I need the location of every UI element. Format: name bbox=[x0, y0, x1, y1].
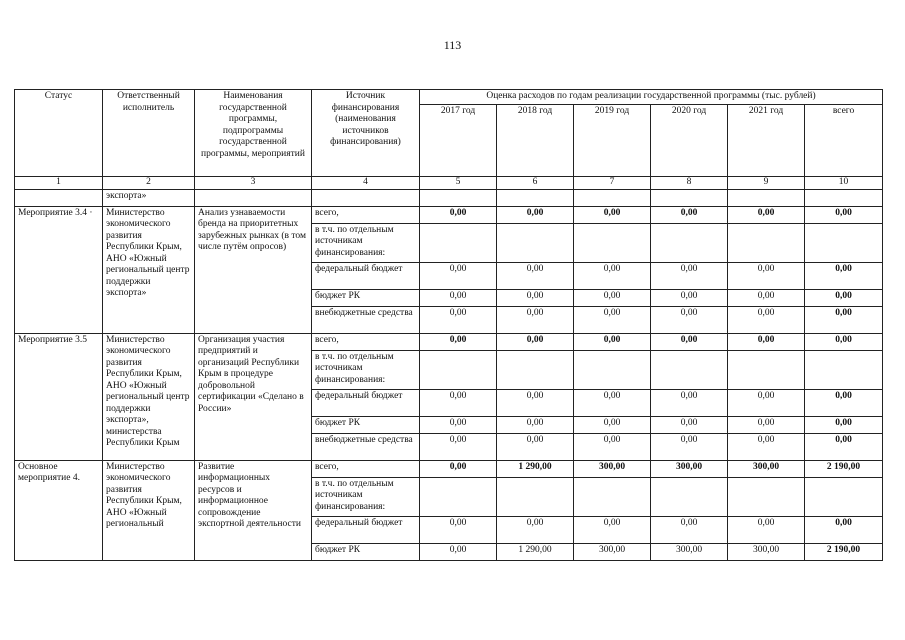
table-row bbox=[15, 333, 883, 350]
year-value-cell: 0,00 bbox=[420, 389, 497, 416]
year-value-cell bbox=[651, 350, 728, 389]
total-value-cell: 0,00 bbox=[805, 289, 883, 306]
year-value-cell bbox=[574, 477, 651, 516]
header-year-2020: 2020 год bbox=[651, 105, 728, 177]
source-cell: федеральный бюджет bbox=[312, 516, 420, 543]
total-value-cell: 0,00 bbox=[805, 416, 883, 433]
source-cell: бюджет РК bbox=[312, 416, 420, 433]
empty-cell bbox=[195, 189, 312, 206]
year-value-cell: 0,00 bbox=[497, 516, 574, 543]
header-total: всего bbox=[805, 105, 883, 177]
year-value-cell bbox=[574, 350, 651, 389]
year-value-cell: 0,00 bbox=[420, 516, 497, 543]
total-value-cell: 0,00 bbox=[805, 262, 883, 289]
year-value-cell: 0,00 bbox=[497, 206, 574, 223]
year-value-cell: 0,00 bbox=[728, 516, 805, 543]
index-cell: 8 bbox=[651, 177, 728, 190]
total-value-cell: 0,00 bbox=[805, 516, 883, 543]
header-year-2019: 2019 год bbox=[574, 105, 651, 177]
total-value-cell bbox=[805, 477, 883, 516]
header-year-2021: 2021 год bbox=[728, 105, 805, 177]
year-value-cell: 0,00 bbox=[574, 433, 651, 460]
total-value-cell bbox=[805, 223, 883, 262]
index-cell: 7 bbox=[574, 177, 651, 190]
header-executor: Ответственный исполнитель bbox=[103, 90, 195, 177]
index-cell: 9 bbox=[728, 177, 805, 190]
total-value-cell: 0,00 bbox=[805, 333, 883, 350]
total-value-cell: 0,00 bbox=[805, 433, 883, 460]
year-value-cell: 0,00 bbox=[574, 262, 651, 289]
year-value-cell: 0,00 bbox=[420, 262, 497, 289]
year-value-cell: 0,00 bbox=[497, 262, 574, 289]
year-value-cell bbox=[497, 223, 574, 262]
header-name: Наименования государственной программы, подпрограммы государственной программы, мероприятий bbox=[195, 90, 312, 177]
empty-cell bbox=[805, 189, 883, 206]
activity-name-cell: Анализ узнаваемости бренда на приоритетных зарубежных рынках (в том числе путём опросов) bbox=[195, 206, 312, 333]
executor-cell: Министерство экономического развития Республики Крым, АНО «Южный региональный центр поддержки экспорта» bbox=[103, 206, 195, 333]
carry-over-text: экспорта» bbox=[103, 189, 195, 206]
year-value-cell: 0,00 bbox=[728, 306, 805, 333]
year-value-cell bbox=[497, 477, 574, 516]
year-value-cell: 0,00 bbox=[651, 262, 728, 289]
year-value-cell: 1 290,00 bbox=[497, 460, 574, 477]
budget-table bbox=[14, 89, 883, 561]
year-value-cell: 0,00 bbox=[651, 433, 728, 460]
status-cell: Мероприятие 3.5 bbox=[15, 333, 103, 460]
index-cell: 6 bbox=[497, 177, 574, 190]
table-row bbox=[15, 460, 883, 477]
year-value-cell: 0,00 bbox=[420, 333, 497, 350]
empty-cell bbox=[312, 189, 420, 206]
year-value-cell: 0,00 bbox=[497, 433, 574, 460]
year-value-cell bbox=[497, 350, 574, 389]
source-cell: федеральный бюджет bbox=[312, 389, 420, 416]
empty-cell bbox=[651, 189, 728, 206]
index-cell: 4 bbox=[312, 177, 420, 190]
source-cell: бюджет РК bbox=[312, 543, 420, 560]
year-value-cell: 0,00 bbox=[420, 206, 497, 223]
total-value-cell: 0,00 bbox=[805, 306, 883, 333]
year-value-cell: 0,00 bbox=[574, 289, 651, 306]
year-value-cell bbox=[728, 350, 805, 389]
year-value-cell: 0,00 bbox=[728, 433, 805, 460]
year-value-cell: 0,00 bbox=[728, 333, 805, 350]
index-cell: 3 bbox=[195, 177, 312, 190]
index-cell: 1 bbox=[15, 177, 103, 190]
year-value-cell: 0,00 bbox=[651, 416, 728, 433]
year-value-cell bbox=[420, 223, 497, 262]
header-year-2018: 2018 год bbox=[497, 105, 574, 177]
empty-cell bbox=[497, 189, 574, 206]
source-cell: в т.ч. по отдельным источникам финансирования: bbox=[312, 223, 420, 262]
status-cell: Мероприятие 3.4 · bbox=[15, 206, 103, 333]
year-value-cell: 0,00 bbox=[574, 206, 651, 223]
empty-cell bbox=[728, 189, 805, 206]
year-value-cell: 0,00 bbox=[497, 306, 574, 333]
table-body bbox=[15, 90, 883, 561]
empty-cell bbox=[15, 189, 103, 206]
year-value-cell: 300,00 bbox=[651, 460, 728, 477]
year-value-cell: 1 290,00 bbox=[497, 543, 574, 560]
empty-cell bbox=[574, 189, 651, 206]
year-value-cell: 0,00 bbox=[651, 389, 728, 416]
activity-name-cell: Развитие информационных ресурсов и информационное сопровождение экспортной деятельности bbox=[195, 460, 312, 560]
source-cell: федеральный бюджет bbox=[312, 262, 420, 289]
index-cell: 10 bbox=[805, 177, 883, 190]
header-estimate: Оценка расходов по годам реализации государственной программы (тыс. рублей) bbox=[420, 90, 883, 105]
total-value-cell: 2 190,00 bbox=[805, 543, 883, 560]
header-source: Источник финансирования (наименования источников финансирования) bbox=[312, 90, 420, 177]
year-value-cell: 0,00 bbox=[420, 543, 497, 560]
total-value-cell: 2 190,00 bbox=[805, 460, 883, 477]
status-cell: Основное мероприятие 4. bbox=[15, 460, 103, 560]
source-cell: бюджет РК bbox=[312, 289, 420, 306]
source-cell: всего, bbox=[312, 206, 420, 223]
year-value-cell: 0,00 bbox=[728, 206, 805, 223]
source-cell: внебюджетные средства bbox=[312, 306, 420, 333]
year-value-cell: 300,00 bbox=[651, 543, 728, 560]
year-value-cell: 0,00 bbox=[574, 416, 651, 433]
year-value-cell: 0,00 bbox=[574, 389, 651, 416]
year-value-cell: 300,00 bbox=[728, 460, 805, 477]
index-cell: 5 bbox=[420, 177, 497, 190]
year-value-cell: 0,00 bbox=[728, 289, 805, 306]
year-value-cell: 0,00 bbox=[497, 416, 574, 433]
year-value-cell: 0,00 bbox=[651, 516, 728, 543]
page-number: 113 bbox=[443, 38, 462, 52]
year-value-cell: 0,00 bbox=[497, 389, 574, 416]
year-value-cell: 300,00 bbox=[574, 460, 651, 477]
year-value-cell: 0,00 bbox=[420, 289, 497, 306]
activity-name-cell: Организация участия предприятий и организаций Республики Крым в процедуре добровольной сертификации «Сделано в России» bbox=[195, 333, 312, 460]
year-value-cell: 0,00 bbox=[728, 262, 805, 289]
year-value-cell bbox=[574, 223, 651, 262]
source-cell: в т.ч. по отдельным источникам финансирования: bbox=[312, 350, 420, 389]
year-value-cell: 0,00 bbox=[574, 516, 651, 543]
year-value-cell: 300,00 bbox=[574, 543, 651, 560]
source-cell: внебюджетные средства bbox=[312, 433, 420, 460]
year-value-cell bbox=[728, 477, 805, 516]
year-value-cell bbox=[420, 477, 497, 516]
table-row bbox=[15, 206, 883, 223]
year-value-cell: 0,00 bbox=[574, 333, 651, 350]
header-status: Статус bbox=[15, 90, 103, 177]
year-value-cell: 0,00 bbox=[651, 289, 728, 306]
year-value-cell: 0,00 bbox=[420, 433, 497, 460]
year-value-cell: 0,00 bbox=[651, 306, 728, 333]
year-value-cell: 0,00 bbox=[651, 333, 728, 350]
year-value-cell: 0,00 bbox=[497, 289, 574, 306]
year-value-cell: 0,00 bbox=[420, 416, 497, 433]
year-value-cell bbox=[728, 223, 805, 262]
year-value-cell bbox=[651, 477, 728, 516]
year-value-cell: 0,00 bbox=[728, 416, 805, 433]
source-cell: в т.ч. по отдельным источникам финансирования: bbox=[312, 477, 420, 516]
total-value-cell bbox=[805, 350, 883, 389]
header-year-2017: 2017 год bbox=[420, 105, 497, 177]
year-value-cell: 0,00 bbox=[728, 389, 805, 416]
year-value-cell bbox=[420, 350, 497, 389]
total-value-cell: 0,00 bbox=[805, 206, 883, 223]
total-value-cell: 0,00 bbox=[805, 389, 883, 416]
year-value-cell: 0,00 bbox=[574, 306, 651, 333]
year-value-cell: 0,00 bbox=[651, 206, 728, 223]
source-cell: всего, bbox=[312, 333, 420, 350]
year-value-cell: 0,00 bbox=[497, 333, 574, 350]
executor-cell: Министерство экономического развития Республики Крым, АНО «Южный региональный центр поддержки экспорта», министерства Республики Крым bbox=[103, 333, 195, 460]
source-cell: всего, bbox=[312, 460, 420, 477]
index-cell: 2 bbox=[103, 177, 195, 190]
year-value-cell: 0,00 bbox=[420, 460, 497, 477]
year-value-cell bbox=[651, 223, 728, 262]
carry-over-row bbox=[15, 189, 883, 206]
year-value-cell: 300,00 bbox=[728, 543, 805, 560]
executor-cell: Министерство экономического развития Республики Крым, АНО «Южный региональный bbox=[103, 460, 195, 560]
index-row bbox=[15, 177, 883, 190]
year-value-cell: 0,00 bbox=[420, 306, 497, 333]
empty-cell bbox=[420, 189, 497, 206]
